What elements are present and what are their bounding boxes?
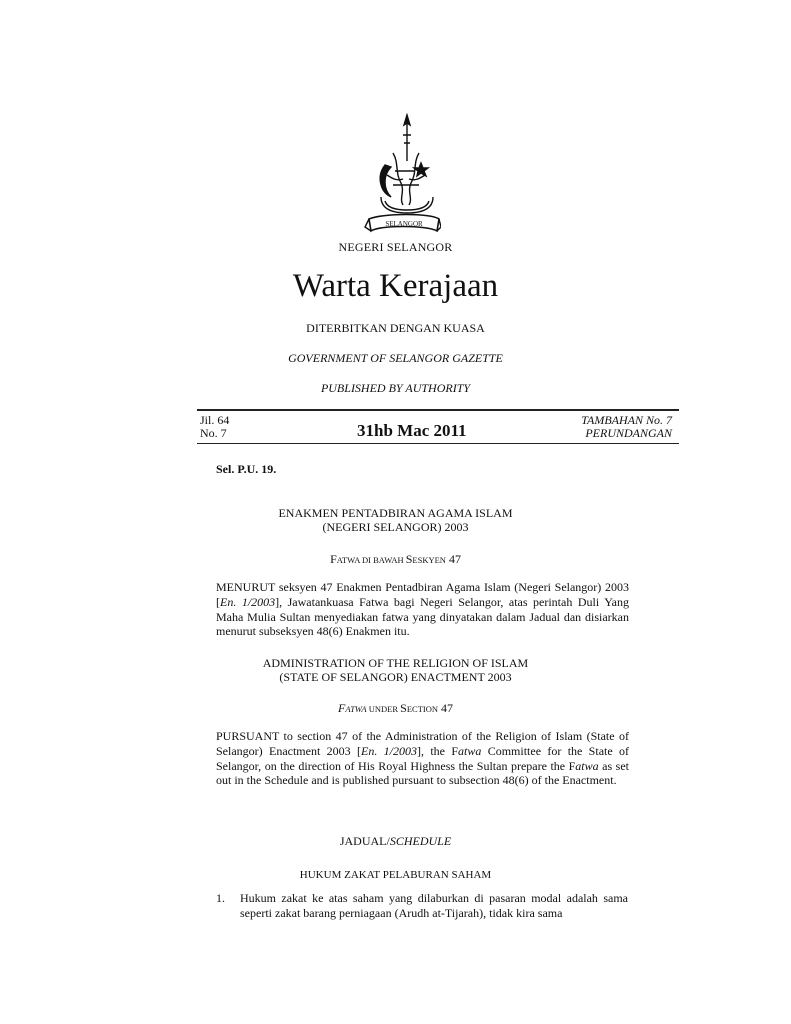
gazette-name-english: GOVERNMENT OF SELANGOR GAZETTE [288, 351, 503, 365]
english-fatwa-heading-sc: ATWA [345, 704, 367, 714]
english-paragraph-enactment-ref: En. 1/2003 [360, 743, 417, 758]
malay-act-title-line2: (NEGERI SELANGOR) 2003 [322, 520, 469, 534]
masthead-bottom-rule [197, 443, 679, 444]
schedule-item-text: Hukum zakat ke atas saham yang dilaburkan di pasaran modal adalah sama seperti zakat barang perniagaan (Arudh at-Tijarah), tidak kira sama [240, 891, 628, 920]
malay-paragraph-text1: MENURUT seksyen 47 Enakmen Pentadbiran Agama Islam (Negeri Selangor) 2003 [ [216, 580, 629, 609]
malay-fatwa-heading-cap2: S [405, 552, 413, 566]
volume-number [200, 414, 229, 440]
malay-fatwa-heading-sc2: ESKYEN [412, 555, 446, 565]
english-paragraph-text2: ], the F [417, 743, 459, 758]
malay-act-title [0, 506, 791, 534]
english-paragraph-text4: as set out in the Schedule and is published pursuant to subsection 48(6) of the Enactment. [216, 758, 629, 788]
schedule-heading-english: SCHEDULE [389, 834, 452, 848]
state-name: NEGERI SELANGOR [338, 240, 453, 254]
published-line-malay: DITERBITKAN DENGAN KUASA [306, 321, 485, 335]
crest-ribbon-text: SELANGOR [385, 220, 423, 228]
english-paragraph-fatwa1: atwa [458, 743, 482, 758]
malay-paragraph-enactment-ref: En. 1/2003 [220, 594, 276, 609]
english-act-title-line2: (STATE OF SELANGOR) ENACTMENT 2003 [279, 670, 512, 684]
malay-fatwa-heading-sc: ATWA DI BAWAH [336, 555, 406, 565]
schedule-heading [0, 834, 791, 849]
english-fatwa-heading [0, 701, 791, 716]
schedule-heading-malay: JADUAL/ [339, 834, 390, 848]
issue-number: No. 7 [200, 426, 227, 440]
english-paragraph-text1: PURSUANT to section 47 of the Administration of the Religion of Islam (State of Selangor) Enactment 2003 [ [216, 729, 629, 758]
english-paragraph-text3: Committee for the State of Selangor, on the direction of His Royal Highness the Sultan prepare the F [216, 743, 630, 773]
masthead-top-rule [197, 409, 679, 411]
english-fatwa-heading-sc2: ECTION [406, 704, 439, 714]
reference-number: Sel. P.U. 19. [216, 462, 277, 476]
english-act-title [0, 656, 791, 684]
malay-paragraph [216, 580, 629, 639]
issue-date: 31hb Mac 2011 [357, 421, 467, 440]
english-paragraph [216, 729, 629, 788]
english-fatwa-heading-num: 47 [438, 701, 454, 715]
published-line-english: PUBLISHED BY AUTHORITY [320, 381, 471, 395]
volume: Jil. 64 [200, 413, 230, 427]
supplement-info [540, 414, 672, 440]
english-fatwa-heading-cap: F [337, 701, 346, 715]
selangor-crest-icon [363, 113, 441, 245]
gazette-title: Warta Kerajaan [292, 268, 499, 304]
english-paragraph-fatwa2: atwa [575, 758, 599, 773]
malay-act-title-line1: ENAKMEN PENTADBIRAN AGAMA ISLAM [278, 506, 513, 520]
malay-fatwa-heading [0, 552, 791, 567]
malay-paragraph-text2: ], Jawatankuasa Fatwa bagi Negeri Selangor, atas perintah Duli Yang Maha Mulia Sultan menyediakan fatwa yang dinyatakan dalam Jadual dan disiarkan menurut subseksyen 48(6) Enakmen itu. [216, 594, 629, 639]
malay-fatwa-heading-cap: F [330, 552, 337, 566]
schedule-item-number: 1. [216, 891, 225, 905]
schedule-subheading: HUKUM ZAKAT PELABURAN SAHAM [299, 869, 492, 881]
english-fatwa-heading-cap2: S [400, 701, 407, 715]
malay-fatwa-heading-num: 47 [445, 552, 461, 566]
english-fatwa-heading-under: UNDER [366, 704, 401, 714]
supplement-number: TAMBAHAN No. 7 [581, 413, 672, 427]
supplement-category: PERUNDANGAN [585, 426, 672, 440]
english-act-title-line1: ADMINISTRATION OF THE RELIGION OF ISLAM [262, 656, 529, 670]
